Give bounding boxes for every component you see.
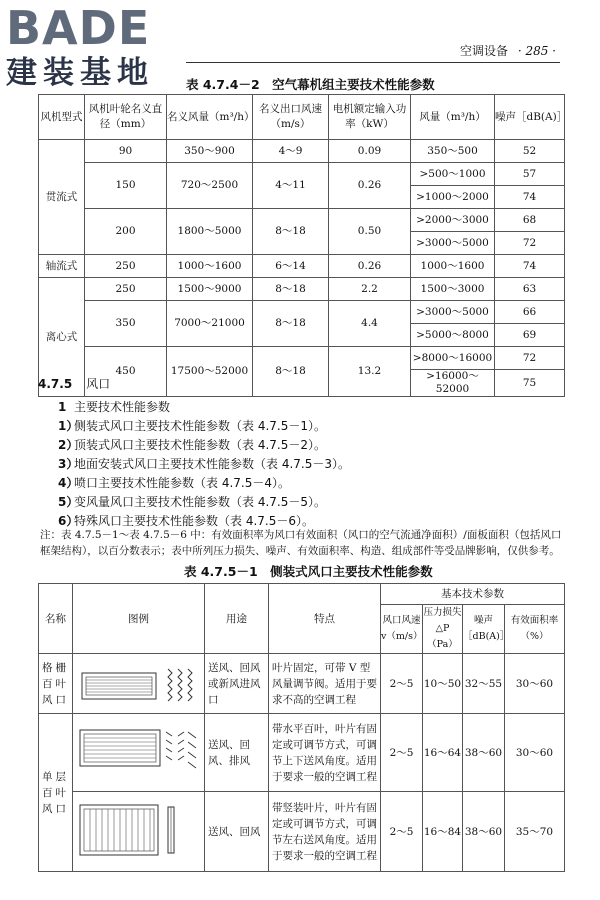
power-cell: 0.26 [329, 163, 411, 209]
speed-cell: 2～5 [381, 654, 423, 714]
table-row [39, 163, 565, 186]
item-number: 3） [58, 457, 79, 471]
flow-cell: 1000～1600 [167, 255, 253, 278]
diameter-cell: 250 [85, 255, 167, 278]
area-cell: 35～70 [505, 792, 565, 872]
table1-caption: 表 4.7.4－2 空气幕机组主要技术性能参数 [186, 77, 435, 92]
air-volume-cell: >3000～5000 [411, 232, 495, 255]
header-noise: 噪声［dB(A)］ [495, 95, 565, 140]
speed-cell: 8～18 [253, 209, 329, 255]
list-item [58, 436, 326, 453]
table-row [39, 714, 565, 792]
diameter-cell: 150 [85, 163, 167, 209]
noise-cell: 72 [495, 347, 565, 370]
diameter-cell: 250 [85, 278, 167, 301]
bade-logo [6, 1, 176, 94]
table-row [39, 140, 565, 163]
header-rule [186, 62, 560, 63]
speed-cell: 2～5 [381, 792, 423, 872]
air-volume-cell: >3000～5000 [411, 301, 495, 324]
fan-type-cell: 贯流式 [39, 140, 85, 255]
speed-cell: 6～14 [253, 255, 329, 278]
table-row [39, 278, 565, 301]
page-number: · 285 · [517, 44, 556, 58]
air-volume-cell: 1500～3000 [411, 278, 495, 301]
header-use: 用途 [205, 584, 269, 654]
item-number: 4） [58, 476, 79, 490]
figure-cell [73, 654, 205, 714]
power-cell: 0.26 [329, 255, 411, 278]
table-row [39, 347, 565, 370]
grille-louver-diagram [80, 661, 198, 707]
air-volume-cell: >5000～8000 [411, 324, 495, 347]
outlet-name-cell: 单层百叶风口 [39, 714, 73, 872]
noise-cell: 74 [495, 255, 565, 278]
noise-cell: 38～60 [463, 714, 505, 792]
flow-cell: 17500～52000 [167, 347, 253, 397]
item-text: 侧装式风口主要技术性能参数（表 4.7.5－1）。 [74, 419, 326, 433]
section-number: 4.7.5 [38, 377, 73, 391]
vertical-louver-diagram [78, 799, 200, 865]
table-note: 注：表 4.7.5－1～表 4.7.5－6 中：有效面积率为风口有效面积（风口的空气流通净面积）/面板面积（包括风口框架结构），以百分数表示；表中所列压力损失、噪声、有效面积率、构造、组成部件等受品牌影响，仅供参考。 [40, 529, 562, 557]
noise-cell: 63 [495, 278, 565, 301]
logo-brand: BADE [6, 1, 151, 55]
power-cell: 0.09 [329, 140, 411, 163]
use-cell: 送风、回风 [205, 792, 269, 872]
header-outlet-speed: 风口风速 v（m/s） [381, 605, 423, 654]
air-volume-cell: >1000～2000 [411, 186, 495, 209]
pressure-cell: 10～50 [423, 654, 463, 714]
air-volume-cell: 1000～1600 [411, 255, 495, 278]
item-text: 地面安装式风口主要技术性能参数（表 4.7.5－3）。 [74, 457, 350, 471]
flow-cell: 7000～21000 [167, 301, 253, 347]
header-name: 名称 [39, 584, 73, 654]
header-air-volume: 风量（m³/h） [411, 95, 495, 140]
item-number: 2） [58, 438, 79, 452]
noise-cell: 32～55 [463, 654, 505, 714]
noise-cell: 57 [495, 163, 565, 186]
diameter-cell: 90 [85, 140, 167, 163]
header-motor-power: 电机额定输入功率（kW） [329, 95, 411, 140]
fan-type-cell: 离心式 [39, 278, 85, 397]
air-curtain-table [38, 94, 568, 397]
power-cell: 2.2 [329, 278, 411, 301]
noise-cell: 38～60 [463, 792, 505, 872]
item-text: 顶装式风口主要技术性能参数（表 4.7.5－2）。 [74, 438, 326, 452]
noise-cell: 52 [495, 140, 565, 163]
section-title: 风口 [86, 377, 111, 391]
logo-brand-cn: 建装基地 [6, 55, 154, 91]
power-cell: 0.50 [329, 209, 411, 255]
header-outlet-speed: 名义出口风速（m/s） [253, 95, 329, 140]
flow-cell: 720～2500 [167, 163, 253, 209]
table2-header-row [39, 584, 565, 605]
noise-cell: 68 [495, 209, 565, 232]
item-number: 5） [58, 495, 79, 509]
header-feature: 特点 [269, 584, 381, 654]
speed-cell: 2～5 [381, 714, 423, 792]
area-cell: 30～60 [505, 714, 565, 792]
list-item [58, 417, 326, 434]
item-text: 特殊风口主要技术性能参数（表 4.7.5－6）。 [74, 514, 314, 528]
header-noise: 噪声［dB(A)］ [463, 605, 505, 654]
header-rated-flow: 名义风量（m³/h） [167, 95, 253, 140]
header-fan-type: 风机型式 [39, 95, 85, 140]
side-outlet-table [38, 583, 565, 872]
noise-cell: 69 [495, 324, 565, 347]
horizontal-louver-diagram [78, 722, 200, 784]
pressure-cell: 16～84 [423, 792, 463, 872]
pressure-cell: 16～64 [423, 714, 463, 792]
header-effective-area: 有效面积率（%） [505, 605, 565, 654]
section-heading [38, 375, 110, 392]
flow-cell: 350～900 [167, 140, 253, 163]
feature-cell: 叶片固定，可带 V 型风量调节阀。适用于要求不高的空调工程 [269, 654, 381, 714]
header-pressure-loss: 压力损失 △P（Pa） [423, 605, 463, 654]
feature-cell: 带水平百叶，叶片有固定或可调节方式，可调节上下送风角度。适用于要求一般的空调工程 [269, 714, 381, 792]
area-cell: 30～60 [505, 654, 565, 714]
speed-cell: 8～18 [253, 301, 329, 347]
speed-cell: 4～9 [253, 140, 329, 163]
noise-cell: 72 [495, 232, 565, 255]
feature-cell: 带竖装叶片，叶片有固定或可调节方式，可调节左右送风角度。适用于要求一般的空调工程 [269, 792, 381, 872]
air-volume-cell: 350～500 [411, 140, 495, 163]
item-text: 主要技术性能参数 [74, 400, 171, 414]
figure-cell [73, 714, 205, 792]
fan-type-cell: 轴流式 [39, 255, 85, 278]
list-item [58, 474, 290, 491]
table-row [39, 792, 565, 872]
flow-cell: 1500～9000 [167, 278, 253, 301]
item-text: 喷口主要技术性能参数（表 4.7.5－4）。 [74, 476, 290, 490]
use-cell: 送风、回风或新风进风口 [205, 654, 269, 714]
figure-cell [73, 792, 205, 872]
table-row [39, 209, 565, 232]
flow-cell: 1800～5000 [167, 209, 253, 255]
table-row [39, 654, 565, 714]
list-item [58, 398, 170, 415]
diameter-cell: 200 [85, 209, 167, 255]
outlet-name-cell: 格栅百叶风口 [39, 654, 73, 714]
list-item [58, 455, 350, 472]
item-number: 1） [58, 419, 79, 433]
running-header [460, 42, 556, 59]
speed-cell: 8～18 [253, 347, 329, 397]
item-number: 1 [58, 400, 67, 414]
speed-cell: 4～11 [253, 163, 329, 209]
table-row [39, 255, 565, 278]
item-text: 变风量风口主要技术性能参数（表 4.7.5－5）。 [74, 495, 326, 509]
speed-cell: 8～18 [253, 278, 329, 301]
noise-cell: 75 [495, 370, 565, 397]
air-volume-cell: >2000～3000 [411, 209, 495, 232]
power-cell: 13.2 [329, 347, 411, 397]
table-row [39, 301, 565, 324]
list-item [58, 493, 326, 510]
use-cell: 送风、回风、排风 [205, 714, 269, 792]
power-cell: 4.4 [329, 301, 411, 347]
diameter-cell: 450 [85, 347, 167, 397]
header-section: 空调设备 [459, 44, 508, 58]
air-volume-cell: >16000～52000 [411, 370, 495, 397]
diameter-cell: 350 [85, 301, 167, 347]
header-figure: 图例 [73, 584, 205, 654]
header-diameter: 风机叶轮名义直径（mm） [85, 95, 167, 140]
item-number: 6） [58, 514, 79, 528]
header-basic-params: 基本技术参数 [381, 584, 565, 605]
air-volume-cell: >500～1000 [411, 163, 495, 186]
table2-caption: 表 4.7.5－1 侧装式风口主要技术性能参数 [184, 564, 433, 579]
noise-cell: 66 [495, 301, 565, 324]
air-volume-cell: >8000～16000 [411, 347, 495, 370]
table1-header-row [39, 95, 565, 140]
noise-cell: 74 [495, 186, 565, 209]
